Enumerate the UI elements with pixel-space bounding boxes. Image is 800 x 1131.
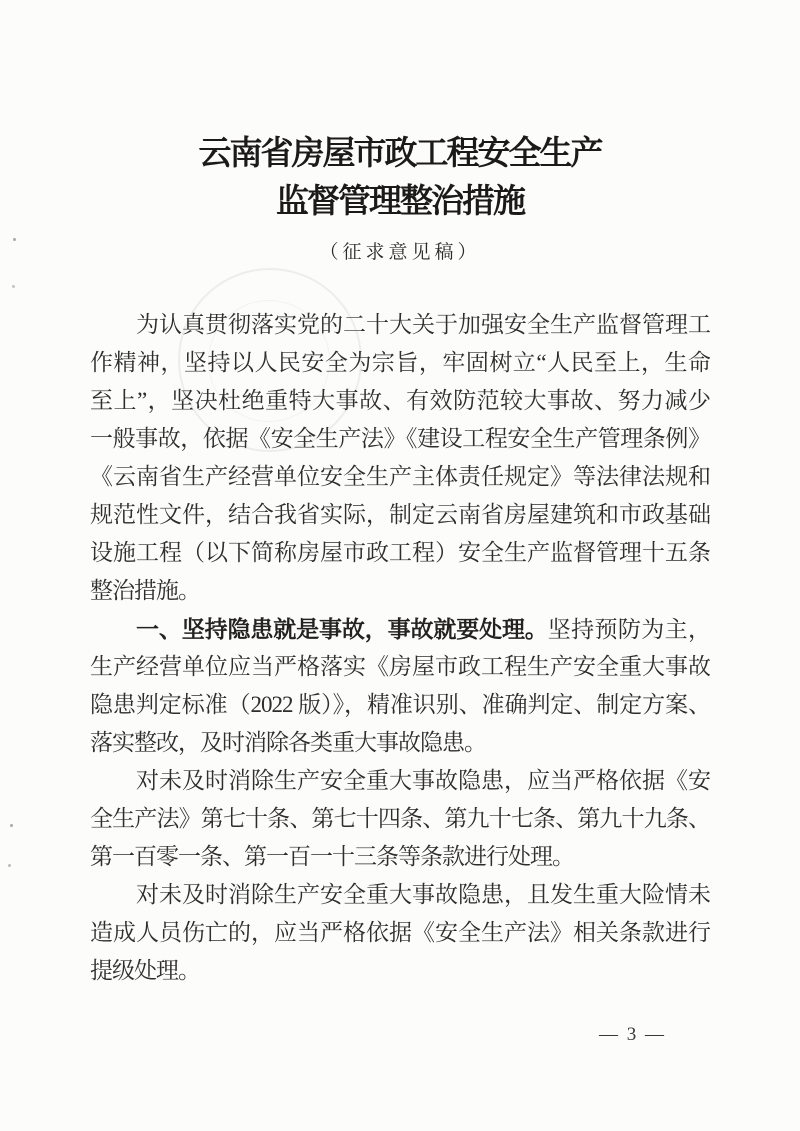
text-segment: 坚持预防为主， <box>547 617 710 642</box>
text-line <box>90 610 710 648</box>
text-segment: 为认真贯彻落实党的二十大关于加强安全生产监督管理工 <box>136 312 710 337</box>
text-segment: 第一百零一条、第一百一十三条等条款进行处理。 <box>90 844 574 869</box>
paragraph <box>90 610 710 762</box>
paragraph <box>90 306 710 610</box>
text-line <box>90 876 710 914</box>
paragraph <box>90 876 710 990</box>
text-segment: 规范性文件，结合我省实际，制定云南省房屋建筑和市政基础 <box>90 502 710 527</box>
text-line <box>90 458 710 496</box>
text-line <box>90 306 710 344</box>
document-subtitle: （征求意见稿） <box>319 242 481 263</box>
text-line <box>90 648 710 686</box>
document-body <box>90 306 710 990</box>
scan-speck <box>10 824 13 827</box>
text-line <box>90 800 710 838</box>
text-segment: 对未及时消除生产安全重大事故隐患，应当严格依据《安 <box>136 768 710 793</box>
text-line <box>90 420 710 458</box>
document-title-line2: 监督管理整治措施 <box>276 184 524 220</box>
emphasis-text: 一、坚持隐患就是事故，事故就要处理。 <box>136 616 548 642</box>
text-line <box>90 914 710 952</box>
text-line <box>90 572 710 610</box>
text-segment: 至上”，坚决杜绝重特大事故、有效防范较大事故、努力减少 <box>90 388 710 413</box>
text-line <box>90 838 710 876</box>
scan-speck <box>12 285 15 288</box>
scan-speck <box>13 238 16 241</box>
text-line <box>90 762 710 800</box>
document-title <box>0 0 800 226</box>
text-segment: 整治措施。 <box>90 578 200 603</box>
text-line <box>90 686 710 724</box>
scan-speck <box>8 864 11 867</box>
text-line <box>90 382 710 420</box>
text-segment: 《云南省生产经营单位安全生产主体责任规定》等法律法规和 <box>90 464 710 489</box>
text-segment: 造成人员伤亡的，应当严格依据《安全生产法》相关条款进行 <box>90 920 710 945</box>
text-line <box>90 344 710 382</box>
text-segment: 作精神，坚持以人民安全为宗旨，牢固树立“人民至上，生命 <box>90 350 710 375</box>
text-segment: 提级处理。 <box>90 958 200 983</box>
text-segment: 一般事故，依据《安全生产法》《建设工程安全生产管理条例》 <box>90 426 710 451</box>
text-line <box>90 496 710 534</box>
text-segment: 设施工程（以下简称房屋市政工程）安全生产监督管理十五条 <box>90 540 710 565</box>
text-line <box>90 952 710 990</box>
text-segment: 全生产法》第七十条、第七十四条、第九十七条、第九十九条、 <box>90 806 710 831</box>
text-line <box>90 534 710 572</box>
text-segment: 落实整改，及时消除各类重大事故隐患。 <box>90 730 486 755</box>
page-number: — 3 — <box>599 1024 666 1045</box>
text-line <box>90 724 710 762</box>
paragraph <box>90 762 710 876</box>
document-title-line1: 云南省房屋市政工程安全生产 <box>198 136 602 172</box>
text-segment: 隐患判定标准（2022 版）》，精准识别、准确判定、制定方案、 <box>90 692 710 717</box>
text-segment: 对未及时消除生产安全重大事故隐患，且发生重大险情未 <box>136 882 710 907</box>
text-segment: 生产经营单位应当严格落实《房屋市政工程生产安全重大事故 <box>90 654 710 679</box>
